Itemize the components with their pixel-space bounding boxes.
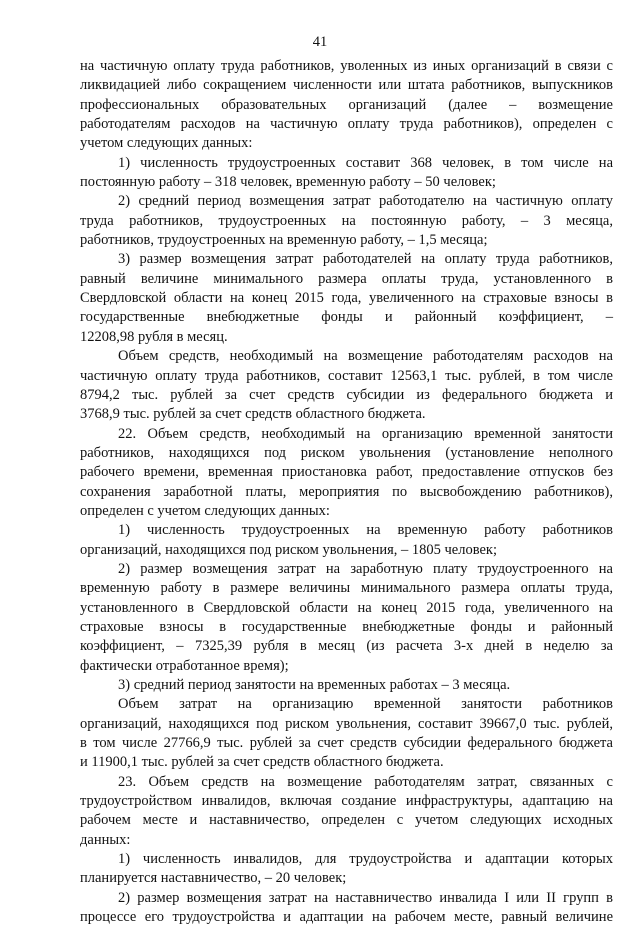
text-line: страховые взносы в государственные внебюджетные фонды и районный xyxy=(80,618,613,635)
text-line: работников, находящихся под риском увольнения (установление неполного xyxy=(80,444,613,461)
text-line: на частичную оплату труда работников, уволенных из иных организаций в связи с xyxy=(80,58,613,74)
paragraph xyxy=(80,347,613,424)
text-line: временную работу в размере величины минимального размера оплаты труда, xyxy=(80,580,613,597)
text-line: профессиональных образовательных организаций (далее – возмещение xyxy=(80,96,613,113)
text-line: 22. Объем средств, необходимый на организацию временной занятости xyxy=(118,425,613,442)
paragraph xyxy=(80,695,613,772)
text-line: 2) средний период возмещения затрат работодателю на частичную оплату xyxy=(118,193,613,210)
text-line: ликвидацией либо сокращением численности или штата работников, выпускников xyxy=(80,77,613,94)
text-line: трудоустройством инвалидов, включая создание инфраструктуры, адаптацию на xyxy=(80,793,613,810)
text-line: 3) средний период занятости на временных работах – 3 месяца. xyxy=(118,677,511,693)
text-line: государственные внебюджетные фонды и районный коэффициент, – xyxy=(80,309,613,326)
text-line: постоянную работу – 318 человек, временную работу – 50 человек; xyxy=(80,174,496,191)
paragraph xyxy=(80,889,613,927)
text-line: и 11900,1 тыс. рублей за счет средств областного бюджета. xyxy=(80,754,444,771)
paragraph xyxy=(80,560,613,676)
paragraph xyxy=(80,676,613,695)
text-line: 23. Объем средств на возмещение работодателям затрат, связанных с xyxy=(118,773,613,790)
text-line: коэффициент, – 7325,39 рубля в месяц (из расчета 3-х дней в неделю за xyxy=(80,638,613,655)
text-line: 1) численность инвалидов, для трудоустройства и адаптации которых xyxy=(118,851,613,868)
text-line: планируется наставничество, – 20 человек; xyxy=(80,870,347,887)
text-line: работников, трудоустроенных на временную работу, – 1,5 месяца; xyxy=(80,232,488,249)
paragraph xyxy=(80,57,613,154)
text-line: частичную оплату труда работников, составит 12563,1 тыс. рублей, в том числе xyxy=(80,367,613,384)
text-line: рабочего времени, временная приостановка работ, предоставление отпусков без xyxy=(80,464,613,481)
paragraph xyxy=(80,773,613,850)
paragraph xyxy=(80,425,613,522)
text-line: работодателям расходов на частичную оплату труда работников), определен с xyxy=(80,116,613,133)
text-line: 3768,9 тыс. рублей за счет средств областного бюджета. xyxy=(80,406,426,423)
text-line: процессе его трудоустройства и адаптации на рабочем месте, равный величине xyxy=(80,909,613,926)
text-line: учетом следующих данных: xyxy=(80,135,253,152)
text-line: 12208,98 рубля в месяц. xyxy=(80,328,228,345)
text-line: данных: xyxy=(80,831,131,848)
document-body xyxy=(80,57,613,927)
paragraph xyxy=(80,850,613,889)
text-line: сохранения заработной платы, мероприятия по высвобождению работников), xyxy=(80,483,613,500)
text-line: рабочем месте и наставничество, определен с учетом следующих исходных xyxy=(80,812,613,829)
text-line: фактически отработанное время); xyxy=(80,657,289,674)
text-line: 3) размер возмещения затрат работодателей на оплату труда работников, xyxy=(118,251,613,268)
text-line: 2) размер возмещения затрат на заработную плату трудоустроенного на xyxy=(118,560,613,577)
text-line: установленного в Свердловской области на конец 2015 года, увеличенного на xyxy=(80,599,613,616)
text-line: труда работников, трудоустроенных на постоянную работу, – 3 месяца, xyxy=(80,212,613,229)
text-line: в том числе 27766,9 тыс. рублей за счет средств субсидии федерального бюджета xyxy=(80,735,613,752)
page-number: 41 xyxy=(312,34,328,50)
text-line: организаций, находящихся под риском увольнения, составит 39667,0 тыс. рублей, xyxy=(80,715,613,732)
text-line: определен с учетом следующих данных: xyxy=(80,502,330,519)
text-line: организаций, находящихся под риском увольнения, – 1805 человек; xyxy=(80,541,498,558)
paragraph xyxy=(80,154,613,193)
text-line: 1) численность трудоустроенных составит 368 человек, в том числе на xyxy=(118,154,613,171)
paragraph xyxy=(80,521,613,560)
text-line: 2) размер возмещения затрат на наставничество инвалида I или II групп в xyxy=(118,889,613,906)
paragraph xyxy=(80,192,613,250)
paragraph xyxy=(80,250,613,347)
text-line: 8794,2 тыс. рублей за счет средств субсидии из федерального бюджета и xyxy=(80,386,613,403)
text-line: равный величине минимального размера оплаты труда, установленного в xyxy=(80,270,613,287)
text-line: Объем затрат на организацию временной занятости работников xyxy=(118,696,613,713)
text-line: 1) численность трудоустроенных на временную работу работников xyxy=(118,522,613,539)
text-line: Свердловской области на конец 2015 года, увеличенного на страховые взносы в xyxy=(80,290,613,307)
text-line: Объем средств, необходимый на возмещение работодателям расходов на xyxy=(118,348,613,365)
